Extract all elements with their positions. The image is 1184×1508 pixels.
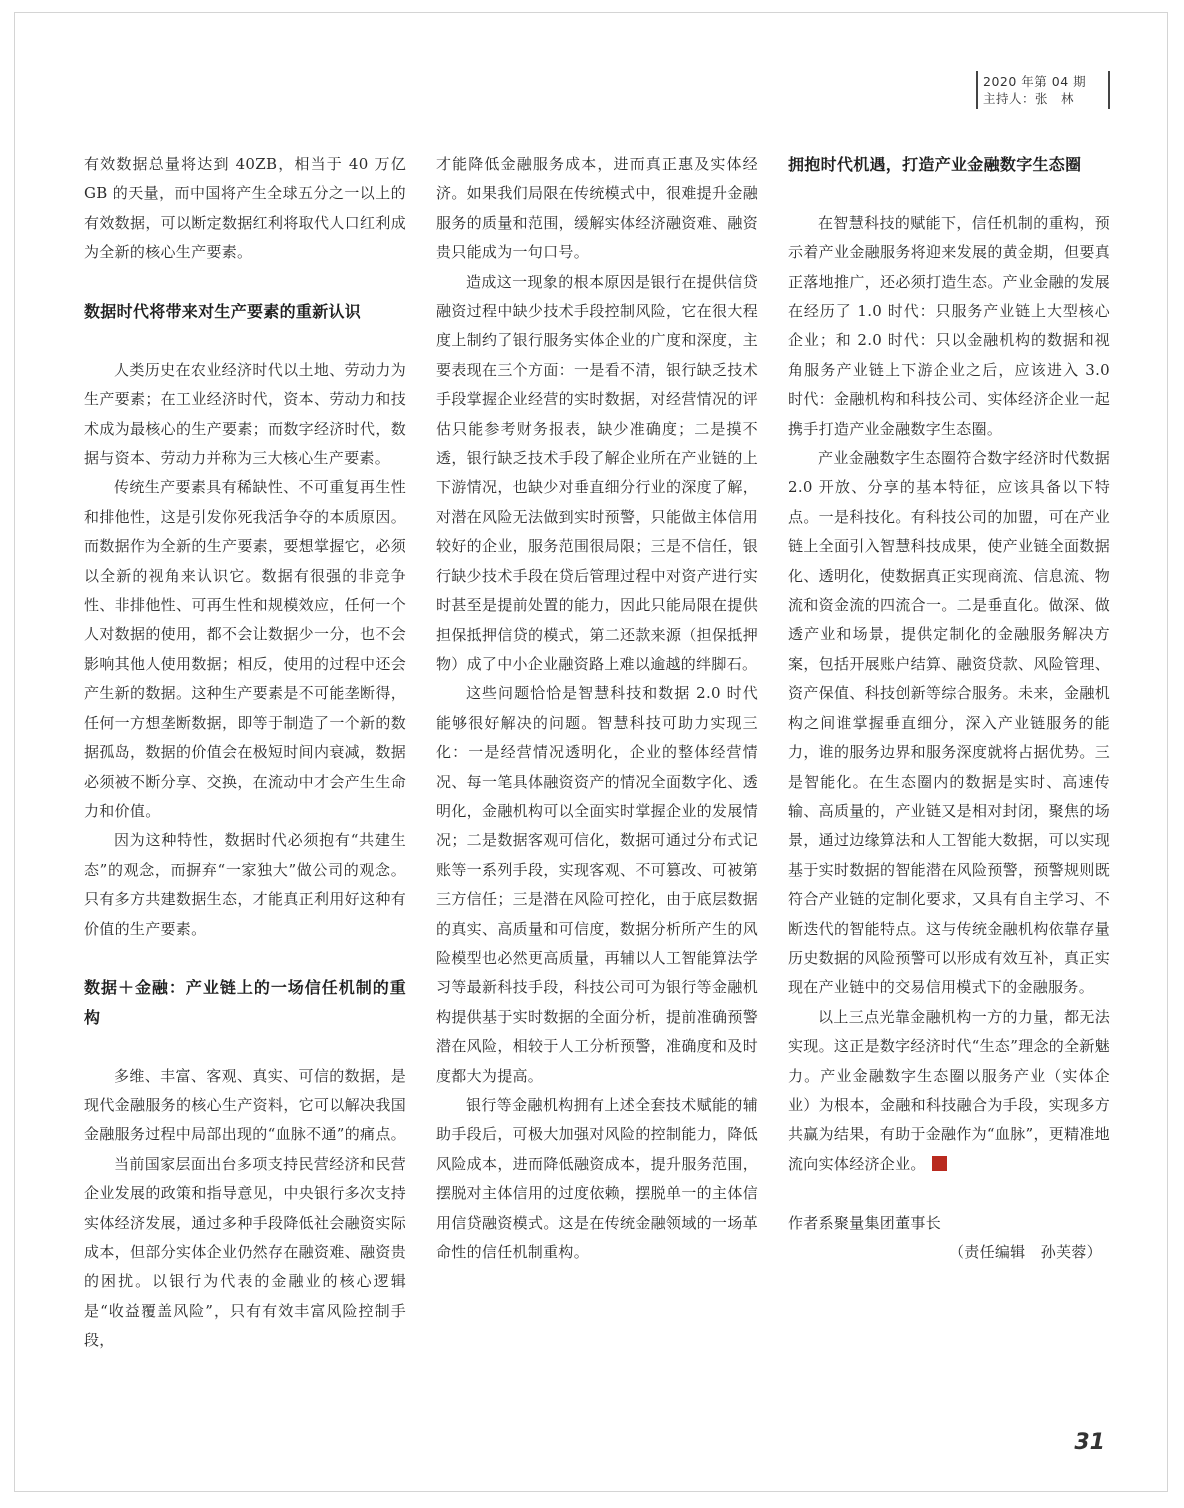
column-3 <box>788 150 1110 1267</box>
spacer <box>84 326 406 355</box>
paragraph-intro: 有效数据总量将达到 40ZB，相当于 40 万亿 GB 的天量，而中国将产生全球五分之一以上的有效数据，可以断定数据红利将取代人口红利成为全新的核心生产要素。 <box>84 155 406 262</box>
issue-header <box>976 71 1110 109</box>
issue-label: 2020 年第 04 期 <box>983 74 1087 89</box>
paragraph: 传统生产要素具有稀缺性、不可重复再生性和排他性，这是引发你死我活争夺的本质原因。而数据作为全新的生产要素，要想掌握它，必须以全新的视角来认识它。数据有很强的非竞争性、非排他性、可再生性和规模效应，任何一个人对数据的使用，都不会让数据少一分，也不会影响其他人使用数据；相反，使用的过程中还会产生新的数据。这种生产要素是不可能垄断得，任何一方想垄断数据，即等于制造了一个新的数据孤岛，数据的价值会在极短时间内衰减，数据必须被不断分享、交换，在流动中才会产生生命力和价值。 <box>84 478 406 820</box>
paragraph: 多维、丰富、客观、真实、可信的数据，是现代金融服务的核心生产资料，它可以解决我国金融服务过程中局部出现的“血脉不通”的痛点。 <box>84 1066 406 1144</box>
section-heading-data-finance: 数据＋金融：产业链上的一场信任机制的重构 <box>84 978 406 1027</box>
paragraph: 当前国家层面出台多项支持民营经济和民营企业发展的政策和指导意见，中央银行多次支持实体经济发展，通过多种手段降低社会融资实际成本，但部分实体企业仍然存在融资难、融资贵的困扰。以银行为代表的金融业的核心逻辑是“收益覆盖风险”，只有有效丰富风险控制手段， <box>84 1154 406 1350</box>
paragraph: 银行等金融机构拥有上述全套技术赋能的辅助手段后，可极大加强对风险的控制能力，降低风险成本，进而降低融资成本，提升服务范围，摆脱对主体信用的过度依赖，摆脱单一的主体信用信贷融资模式。这是在传统金融领域的一场革命性的信任机制重构。 <box>436 1096 758 1262</box>
paragraph: 人类历史在农业经济时代以土地、劳动力为生产要素；在工业经济时代，资本、劳动力和技术成为最核心的生产要素；而数字经济时代，数据与资本、劳动力并称为三大核心生产要素。 <box>84 360 406 468</box>
paragraph: 造成这一现象的根本原因是银行在提供信贷融资过程中缺少技术手段控制风险，它在很大程度上制约了银行服务实体企业的广度和深度，主要表现在三个方面：一是看不清，银行缺乏技术手段掌握企业经营的实时数据，对经营情况的评估只能参考财务报表，缺少准确度；二是摸不透，银行缺乏技术手段了解企业所在产业链的上下游情况，也缺少对垂直细分行业的深度了解，对潜在风险无法做到实时预警，只能做主体信用较好的企业，服务范围很局限；三是不信任，银行缺少技术手段在贷后管理过程中对资产进行实时甚至是提前处置的能力，因此只能局限在提供担保抵押信贷的模式，第二还款来源（担保抵押物）成了中小企业融资路上难以逾越的绊脚石。 <box>436 272 758 673</box>
section-heading-ecosystem: 拥抱时代机遇，打造产业金融数字生态圈 <box>788 155 1082 174</box>
author-note: 作者系聚量集团董事长 <box>788 1213 942 1232</box>
spacer <box>84 944 406 973</box>
end-of-article-mark <box>932 1156 947 1171</box>
spacer <box>84 268 406 297</box>
spacer <box>788 179 1110 208</box>
paragraph: 因为这种特性，数据时代必须抱有“共建生态”的观念，而摒弃“一家独大”做公司的观念。只有多方共建数据生态，才能真正利用好这种有价值的生产要素。 <box>84 831 406 938</box>
paragraph-final <box>788 1003 1110 1179</box>
paragraph-continued: 才能降低金融服务成本，进而真正惠及实体经济。如果我们局限在传统模式中，很难提升金融服务的质量和范围，缓解实体经济融资难、融资贵只能成为一句口号。 <box>436 155 758 262</box>
column-2 <box>436 150 758 1267</box>
paragraph: 产业金融数字生态圈符合数字经济时代数据 2.0 开放、分享的基本特征，应该具备以下特点。一是科技化。有科技公司的加盟，可在产业链上全面引入智慧科技成果，使产业链全面数据化、透明化，使数据真正实现商流、信息流、物流和资金流的四流合一。二是垂直化。做深、做透产业和场景，提供定制化的金融服务解决方案，包括开展账户结算、融资贷款、风险管理、资产保值、科技创新等综合服务。未来，金融机构之间谁掌握垂直细分，深入产业链服务的能力，谁的服务边界和服务深度就将占据优势。三是智能化。在生态圈内的数据是实时、高速传输、高质量的，产业链又是相对封闭，聚焦的场景，通过边缘算法和人工智能大数据，可以实现基于实时数据的智能潜在风险预警，预警规则既符合产业链的定制化要求，又具有自主学习、不断迭代的智能特点。这与传统金融机构依靠存量历史数据的风险预警可以形成有效互补，真正实现在产业链中的交易信用模式下的金融服务。 <box>788 449 1110 997</box>
paragraph-final-text: 以上三点光靠金融机构一方的力量，都无法实现。这正是数字经济时代“生态”理念的全新魅力。产业金融数字生态圈以服务产业（实体企业）为根本，金融和科技融合为手段，实现多方共赢为结果，有助于金融作为“血脉”，更精准地流向实体经济企业。 <box>788 1007 1110 1173</box>
spacer <box>84 1032 406 1061</box>
page-number: 31 <box>1074 1430 1105 1455</box>
column-1 <box>84 150 406 1356</box>
spacer <box>788 1179 1110 1208</box>
editor-note: （责任编辑 孙芙蓉） <box>948 1243 1102 1261</box>
paragraph: 在智慧科技的赋能下，信任机制的重构，预示着产业金融服务将迎来发展的黄金期，但要真正落地推广，还必须打造生态。产业金融的发展在经历了 1.0 时代：只服务产业链上大型核心企业；和 2.0 时代：只以金融机构的数据和视角服务产业链上下游企业之后，应该进入 3.0 时代：金融机构和科技公司、实体经济企业一起携手打造产业金融数字生态圈。 <box>788 213 1110 438</box>
host-label: 主持人：张 林 <box>983 91 1075 106</box>
paragraph: 这些问题恰恰是智慧科技和数据 2.0 时代能够很好解决的问题。智慧科技可助力实现三化：一是经营情况透明化，企业的整体经营情况、每一笔具体融资资产的情况全面数字化、透明化，金融机构可以全面实时掌握企业的发展情况；二是数据客观可信化，数据可通过分布式记账等一系列手段，实现客观、不可篡改、可被第三方信任；三是潜在风险可控化，由于底层数据的真实、高质量和可信度，数据分析所产生的风险模型也必然更高质量，再辅以人工智能算法学习等最新科技手段，科技公司可为银行等金融机构提供基于实时数据的全面分析，提前准确预警潜在风险，相较于人工分析预警，准确度和及时度都大为提高。 <box>436 684 758 1085</box>
section-heading-data-era: 数据时代将带来对生产要素的重新认识 <box>84 302 362 322</box>
